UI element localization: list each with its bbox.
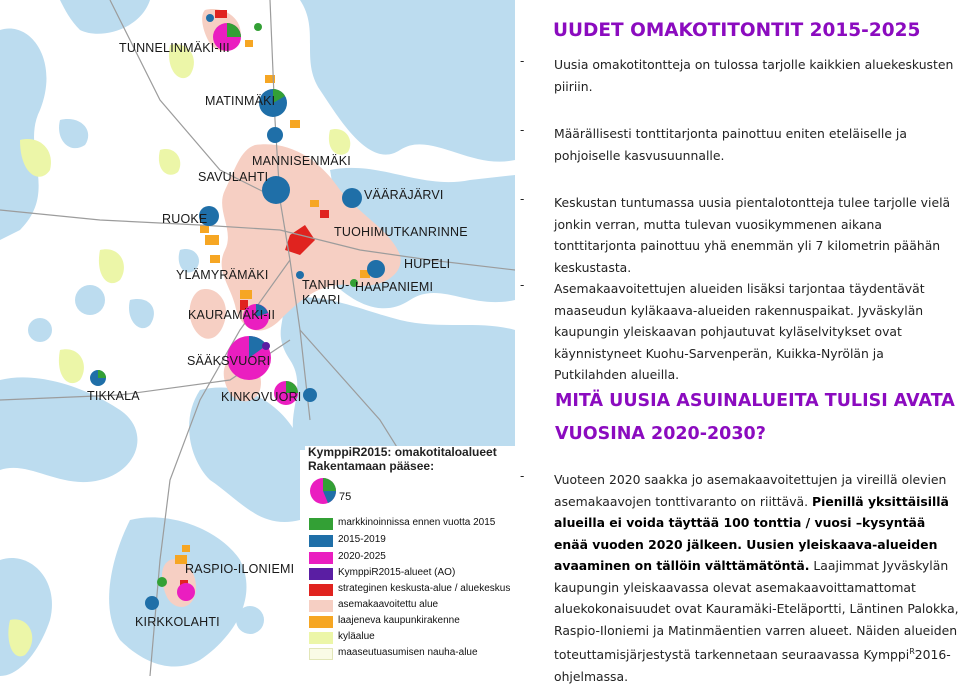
place-label-haapaniemi: HAAPANIEMI xyxy=(355,280,434,294)
place-label-saksvuori: SÄÄKSVUORI xyxy=(187,354,271,368)
legend-swatch xyxy=(309,584,333,596)
place-label-tanhukaari-2: KAARI xyxy=(302,293,341,307)
legend-swatch xyxy=(309,648,333,660)
bullet-text-part: Vuoteen 2020 saakka jo asemakaavoitettujen ja vireillä olevien asemakaavojen tonttivaranto on riittävä. xyxy=(554,472,947,509)
legend-label: KymppiR2015-alueet (AO) xyxy=(338,567,456,578)
legend-swatch xyxy=(309,518,333,530)
legend-swatch xyxy=(309,552,333,564)
legend-swatch xyxy=(309,568,333,580)
place-label-ruoke: RUOKE xyxy=(162,212,208,226)
place-label-tanhukaari-1: TANHU- xyxy=(302,278,350,292)
bullet-text-part: Laajimmat Jyväskylän kaupungin yleiskaavassa olevat asemakaavoittamattomat aluekokonaisuudet ovat Kauramäki-Eteläportti, Läntinen Palokka, Raspio-Iloniemi ja Matinmäentien varren alueet. Näiden alueiden toteuttamisjärjestystä tarkennetaan seuraavassa Kymppi xyxy=(554,558,959,663)
place-label-kirkkolahti: KIRKKOLAHTI xyxy=(135,615,220,629)
legend-subtitle: Rakentamaan pääsee: xyxy=(308,459,435,473)
legend-label: strateginen keskusta-alue / aluekeskus xyxy=(338,583,511,594)
bullet-text: Uusia omakotitontteja on tulossa tarjolle kaikkien aluekeskusten piiriin. xyxy=(554,57,954,94)
legend-title: KymppiR2015: omakotitaloalueet xyxy=(308,445,497,459)
legend-label: 2015-2019 xyxy=(338,534,386,545)
place-label-matinmaki: MATINMÄKI xyxy=(205,94,276,108)
bullet-dash: - xyxy=(520,469,525,483)
legend-swatch xyxy=(309,616,333,628)
legend-scale-value: 75 xyxy=(339,491,352,503)
legend-label: asemakaavoitettu alue xyxy=(338,599,439,610)
heading-new-plots: UUDET OMAKOTITONTIT 2015-2025 xyxy=(553,20,921,41)
bullet-text: Asemakaavoitettujen alueiden lisäksi tarjontaa täydentävät maaseudun kyläkaava-alueiden rakennuspaikat. Jyväskylän kaupungin yleiskaavan pohjautuvat kyläselvitykset ovat käynnistyneet Kuohu-Sarvenperän, Kuikka-Nyrölän ja Putkilahden alueilla. xyxy=(554,281,925,382)
legend-label: laajeneva kaupunkirakenne xyxy=(338,615,460,626)
place-label-hupeli: HUPELI xyxy=(404,257,451,271)
bullet-text-emphasis: Pienillä yksittäisillä alueilla ei voida täyttää 100 tonttia / vuosi –kysyntää enää vuoden 2020 jälkeen. Uusien yleiskaava-alueiden avaaminen on tällöin välttämätöntä. xyxy=(554,493,949,573)
place-label-tuohimutkanrinne: TUOHIMUTKANRINNE xyxy=(334,225,468,239)
bullet-dash: - xyxy=(520,54,525,68)
legend-swatch xyxy=(309,535,333,547)
legend-label: 2020-2025 xyxy=(338,551,386,562)
heading-question-line-1: MITÄ UUSIA ASUINALUEITA TULISI AVATA xyxy=(555,391,955,411)
heading-question-line-2: VUOSINA 2020-2030? xyxy=(555,424,766,444)
place-label-vaarajarvi: VÄÄRÄJÄRVI xyxy=(364,188,444,202)
place-label-ylamyramaki: YLÄMYRÄMÄKI xyxy=(176,268,269,282)
legend-swatch xyxy=(309,600,333,612)
bullet-text: Keskustan tuntumassa uusia pientalotontteja tulee tarjolle vielä jonkin verran, mutta tulevan vuosikymmenen aikana tonttitarjonta painottuu yhä enemmän yli 7 kilometrin päähän keskustasta. xyxy=(554,195,951,275)
place-label-tunnelinmaki: TUNNELINMÄKI-III xyxy=(119,41,230,55)
place-label-manniseninmaki: MANNISENMÄKI xyxy=(252,154,351,168)
legend-label: markkinoinnissa ennen vuotta 2015 xyxy=(338,517,496,528)
bullet-dash: - xyxy=(520,278,525,292)
place-label-savulahti: SAVULAHTI xyxy=(198,170,269,184)
place-label-raspio-iloniemi: RASPIO-ILONIEMI xyxy=(185,562,295,576)
legend-label: maaseutuasumisen nauha-alue xyxy=(338,647,478,658)
bullet-dash: - xyxy=(520,192,525,206)
bullet-text: Määrällisesti tonttitarjonta painottuu eniten eteläiselle ja pohjoiselle kasvusuunnalle. xyxy=(554,126,907,163)
text-panel xyxy=(515,0,960,684)
legend-swatch xyxy=(309,632,333,644)
map-legend xyxy=(305,446,515,676)
place-label-kauramaki: KAURAMÄKI-II xyxy=(188,308,276,322)
bullet-dash: - xyxy=(520,123,525,137)
place-label-tikkala: TIKKALA xyxy=(87,389,140,403)
bullet-text-part: 2016-ohjelmassa. xyxy=(554,647,951,684)
superscript: R xyxy=(909,647,915,656)
legend-scale-circle xyxy=(308,476,338,506)
bullet-text xyxy=(554,469,959,687)
place-label-kinkovuori: KINKOVUORI xyxy=(221,390,302,404)
legend-label: kyläalue xyxy=(338,631,375,642)
